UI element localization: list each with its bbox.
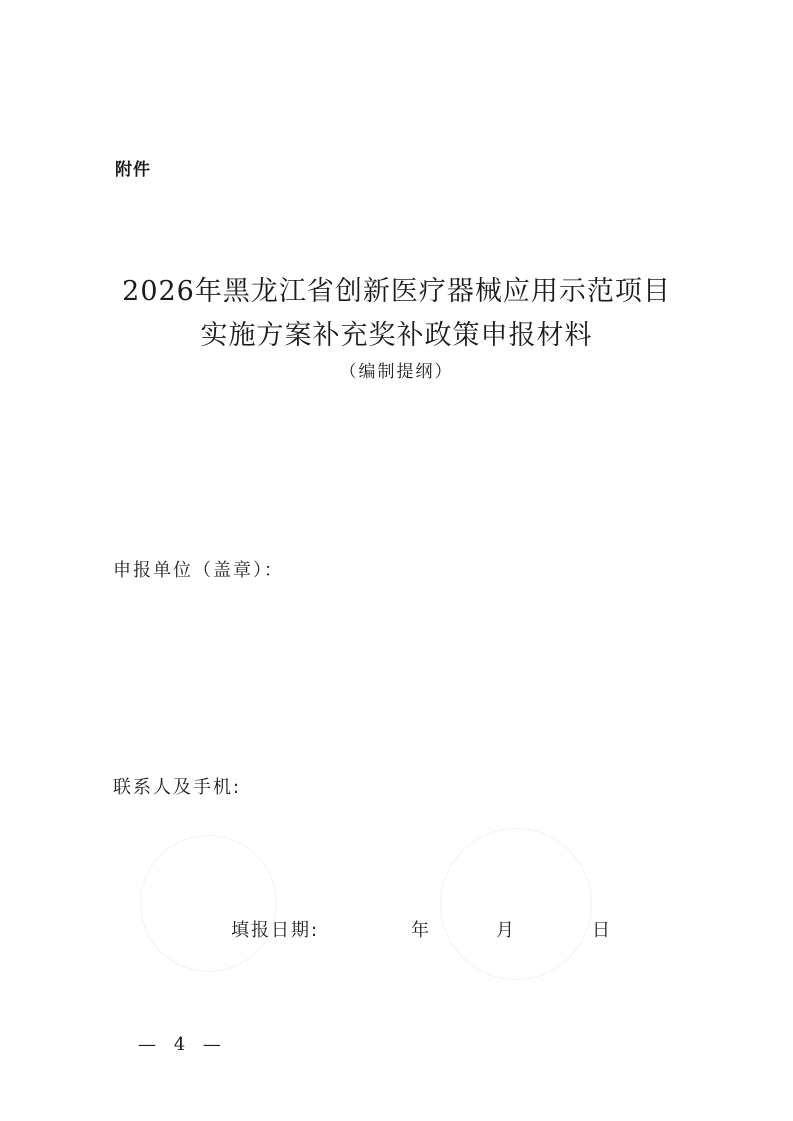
applicant-unit-field-label: 申报单位（盖章）： <box>113 560 284 581</box>
document-title-line-1: 2026年黑龙江省创新医疗器械应用示范项目 <box>122 276 671 307</box>
fill-date-year: 年 <box>411 920 431 941</box>
fill-date-label: 填报日期: <box>231 920 320 941</box>
faint-seal-imprint-right <box>440 828 592 980</box>
fill-date-day: 日 <box>592 920 612 941</box>
faint-seal-imprint-left <box>140 835 277 972</box>
document-title-line-2: 实施方案补充奖补政策申报材料 <box>200 320 593 351</box>
attachment-label: 附件 <box>115 160 151 180</box>
document-subtitle: （编制提纲） <box>339 362 454 382</box>
contact-phone-field-label: 联系人及手机: <box>113 777 242 798</box>
page-number: — 4 — <box>138 1034 227 1055</box>
fill-date-month: 月 <box>496 920 516 941</box>
